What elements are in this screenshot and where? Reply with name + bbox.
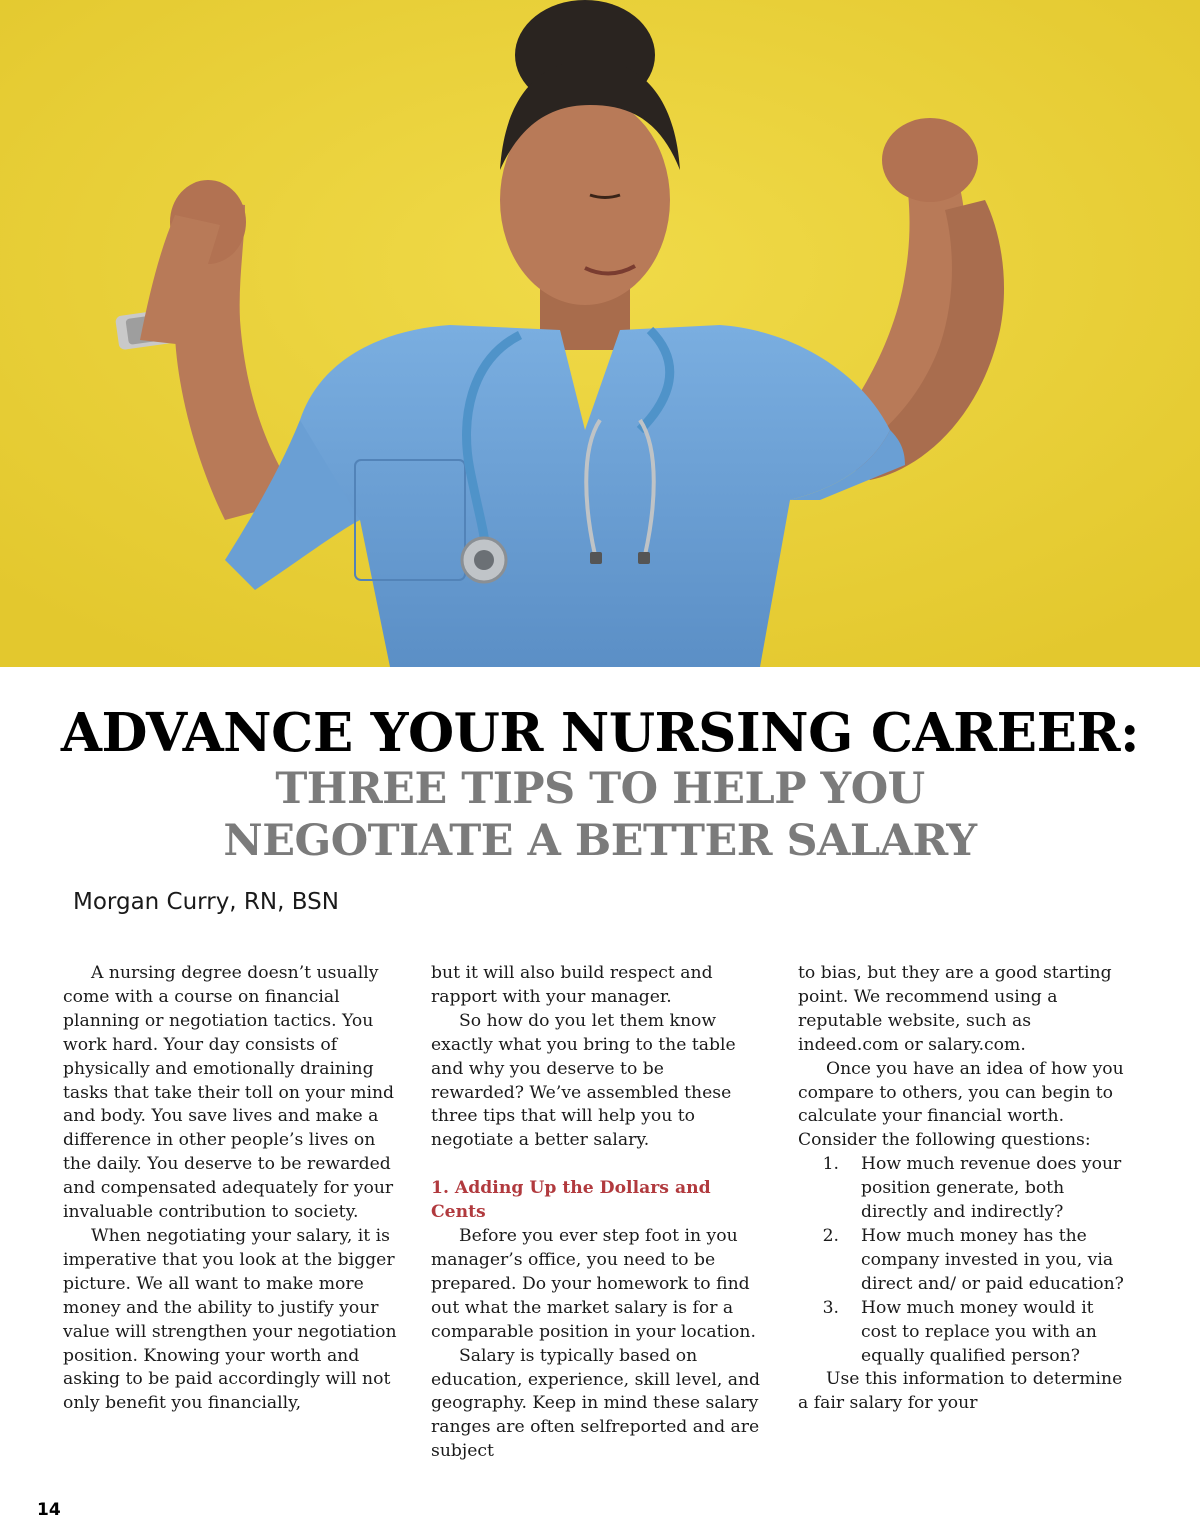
list-item: [798, 1153, 1128, 1225]
paragraph: Before you ever step foot in you manager’s office, you need to be prepared. Do your homework to find out what the market salary is for a comparable position in your location.: [431, 1226, 756, 1342]
body-column-3: [798, 962, 1128, 1416]
page-number: 14: [37, 1500, 61, 1520]
list-text: How much money would it cost to replace you with an equally qualified person?: [861, 1297, 1097, 1366]
paragraph: Use this information to determine a fair salary for your: [798, 1369, 1123, 1414]
article-subtitle-line-2: NEGOTIATE A BETTER SALARY: [223, 816, 977, 866]
list-number: 2.: [822, 1225, 839, 1246]
list-item: [798, 1297, 1128, 1369]
list-text: How much money has the company invested in you, via direct and/ or paid education?: [861, 1225, 1124, 1294]
paragraph: So how do you let them know exactly what you bring to the table and why you deserve to be rewarded? We’ve assembled these three tips that will help you to negotiate a better salary.: [431, 1010, 736, 1151]
paragraph: When negotiating your salary, it is imperative that you look at the bigger picture. We all want to make more money and the ability to justify your value will strengthen your negotiation position. Knowing your worth and asking to be paid accordingly will not only benefit you financially,: [63, 1225, 397, 1414]
paragraph: Salary is typically based on education, experience, skill level, and geography. Keep in mind these salary ranges are often selfreported and are subject: [431, 1345, 761, 1462]
paragraph: A nursing degree doesn’t usually come with a course on financial planning or negotiation tactics. You work hard. Your day consists of physically and emotionally draining tasks that take their toll on your mind and body. You save lives and make a difference in other people’s lives on the daily. You deserve to be rewarded and compensated adequately for your invaluable contribution to society.: [63, 963, 395, 1223]
body-column-1: [63, 962, 398, 1416]
body-column-2: [431, 962, 761, 1464]
hero-photo: [0, 0, 1200, 667]
article-title: ADVANCE YOUR NURSING CAREER:: [60, 702, 1140, 764]
list-text: How much revenue does your position generate, both directly and indirectly?: [861, 1154, 1122, 1223]
section-heading: 1. Adding Up the Dollars and Cents: [431, 1178, 711, 1223]
list-item: [798, 1225, 1128, 1297]
author-byline: Morgan Curry, RN, BSN: [73, 889, 339, 915]
list-number: 1.: [822, 1154, 839, 1175]
article-subtitle-line-1: THREE TIPS TO HELP YOU: [275, 764, 925, 814]
paragraph: but it will also build respect and rapport with your manager.: [431, 963, 713, 1007]
paragraph: to bias, but they are a good starting point. We recommend using a reputable website, such as indeed.com or salary.com.: [798, 963, 1112, 1055]
nurse-flexing-photo-icon: [0, 0, 1200, 667]
list-number: 3.: [822, 1297, 839, 1318]
paragraph: Once you have an idea of how you compare to others, you can begin to calculate your financial worth. Consider the following questions:: [798, 1058, 1124, 1151]
questions-list: [798, 1153, 1128, 1368]
